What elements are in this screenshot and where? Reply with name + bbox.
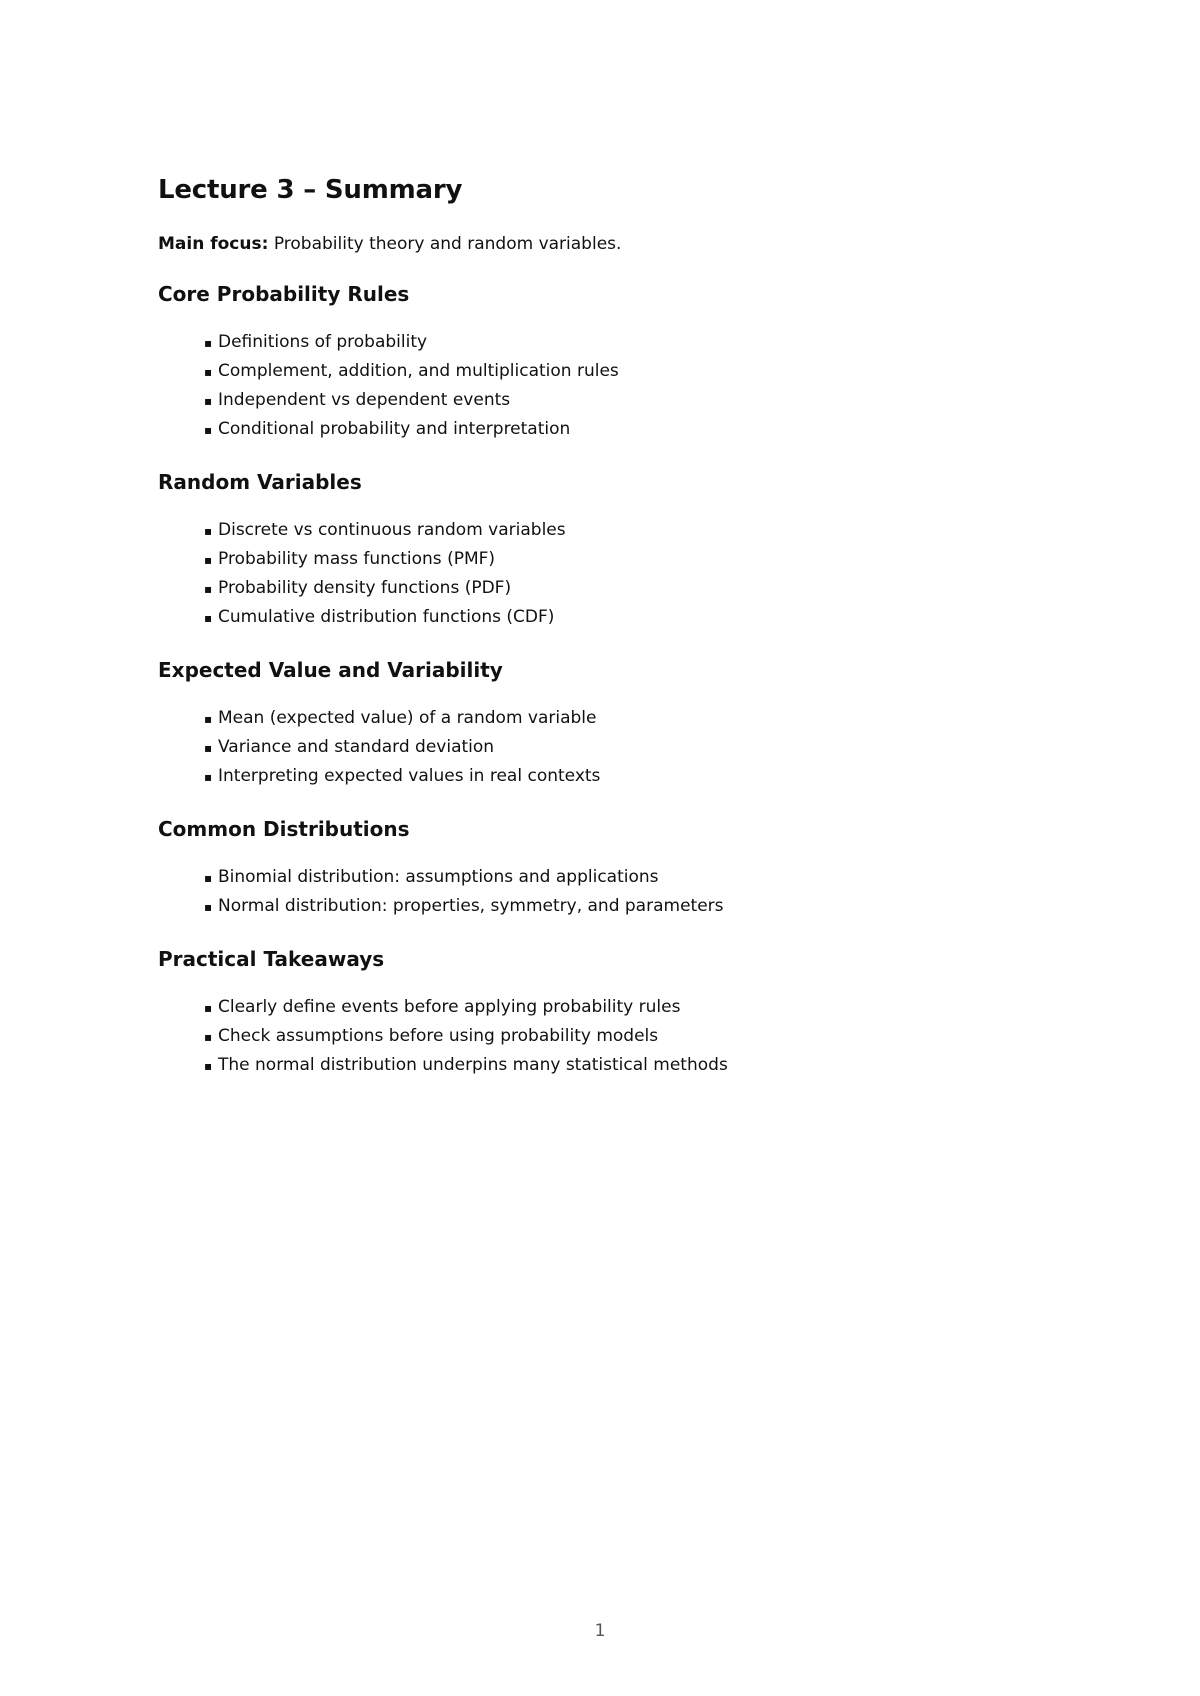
list-item <box>204 545 1058 574</box>
main-focus-label: Main focus: <box>158 234 269 254</box>
list-item-text: Normal distribution: properties, symmetry, and parameters <box>218 896 724 916</box>
document-page <box>158 172 1058 1080</box>
list-item <box>204 328 1058 357</box>
list-item-text: Complement, addition, and multiplication rules <box>218 361 619 381</box>
page-number: 1 <box>594 1621 606 1641</box>
list-item <box>204 704 1058 733</box>
bullet-icon: ▪ <box>204 770 213 784</box>
bullet-list <box>158 704 1058 791</box>
section-expected-value-and-variability <box>158 656 1058 791</box>
section-heading: Practical Takeaways <box>158 947 385 971</box>
list-item <box>204 892 1058 921</box>
list-item-text: Conditional probability and interpretation <box>218 419 571 439</box>
section-heading: Random Variables <box>158 470 362 494</box>
list-item <box>204 357 1058 386</box>
bullet-icon: ▪ <box>204 336 213 350</box>
main-focus-line <box>158 232 1058 256</box>
section-heading: Core Probability Rules <box>158 282 410 306</box>
list-item <box>204 603 1058 632</box>
list-item-text: Probability density functions (PDF) <box>218 578 512 598</box>
list-item <box>204 386 1058 415</box>
list-item <box>204 863 1058 892</box>
bullet-icon: ▪ <box>204 1059 213 1073</box>
list-item <box>204 1051 1058 1080</box>
list-item <box>204 574 1058 603</box>
bullet-icon: ▪ <box>204 1030 213 1044</box>
list-item-text: Check assumptions before using probability models <box>218 1026 659 1046</box>
list-item <box>204 1022 1058 1051</box>
list-item <box>204 516 1058 545</box>
list-item-text: Discrete vs continuous random variables <box>218 520 566 540</box>
list-item-text: Binomial distribution: assumptions and applications <box>218 867 659 887</box>
list-item-text: Variance and standard deviation <box>218 737 495 757</box>
bullet-icon: ▪ <box>204 741 213 755</box>
bullet-icon: ▪ <box>204 553 213 567</box>
section-common-distributions <box>158 815 1058 921</box>
list-item <box>204 415 1058 444</box>
bullet-icon: ▪ <box>204 582 213 596</box>
bullet-icon: ▪ <box>204 871 213 885</box>
bullet-icon: ▪ <box>204 1001 213 1015</box>
bullet-list <box>158 993 1058 1080</box>
list-item <box>204 993 1058 1022</box>
main-focus-text: Probability theory and random variables. <box>273 234 622 254</box>
section-heading: Common Distributions <box>158 817 410 841</box>
list-item-text: Clearly define events before applying probability rules <box>218 997 681 1017</box>
bullet-list <box>158 863 1058 921</box>
bullet-icon: ▪ <box>204 423 213 437</box>
bullet-icon: ▪ <box>204 712 213 726</box>
list-item-text: The normal distribution underpins many statistical methods <box>218 1055 728 1075</box>
list-item-text: Mean (expected value) of a random variable <box>218 708 597 728</box>
list-item <box>204 762 1058 791</box>
bullet-list <box>158 516 1058 632</box>
list-item-text: Probability mass functions (PMF) <box>218 549 496 569</box>
list-item-text: Cumulative distribution functions (CDF) <box>218 607 555 627</box>
section-practical-takeaways <box>158 945 1058 1080</box>
page-title: Lecture 3 – Summary <box>158 175 463 205</box>
list-item-text: Independent vs dependent events <box>218 390 511 410</box>
bullet-icon: ▪ <box>204 900 213 914</box>
list-item-text: Interpreting expected values in real contexts <box>218 766 601 786</box>
section-core-probability-rules <box>158 280 1058 444</box>
bullet-icon: ▪ <box>204 524 213 538</box>
bullet-list <box>158 328 1058 444</box>
bullet-icon: ▪ <box>204 365 213 379</box>
section-random-variables <box>158 468 1058 632</box>
list-item-text: Definitions of probability <box>218 332 428 352</box>
bullet-icon: ▪ <box>204 611 213 625</box>
list-item <box>204 733 1058 762</box>
bullet-icon: ▪ <box>204 394 213 408</box>
section-heading: Expected Value and Variability <box>158 658 503 682</box>
